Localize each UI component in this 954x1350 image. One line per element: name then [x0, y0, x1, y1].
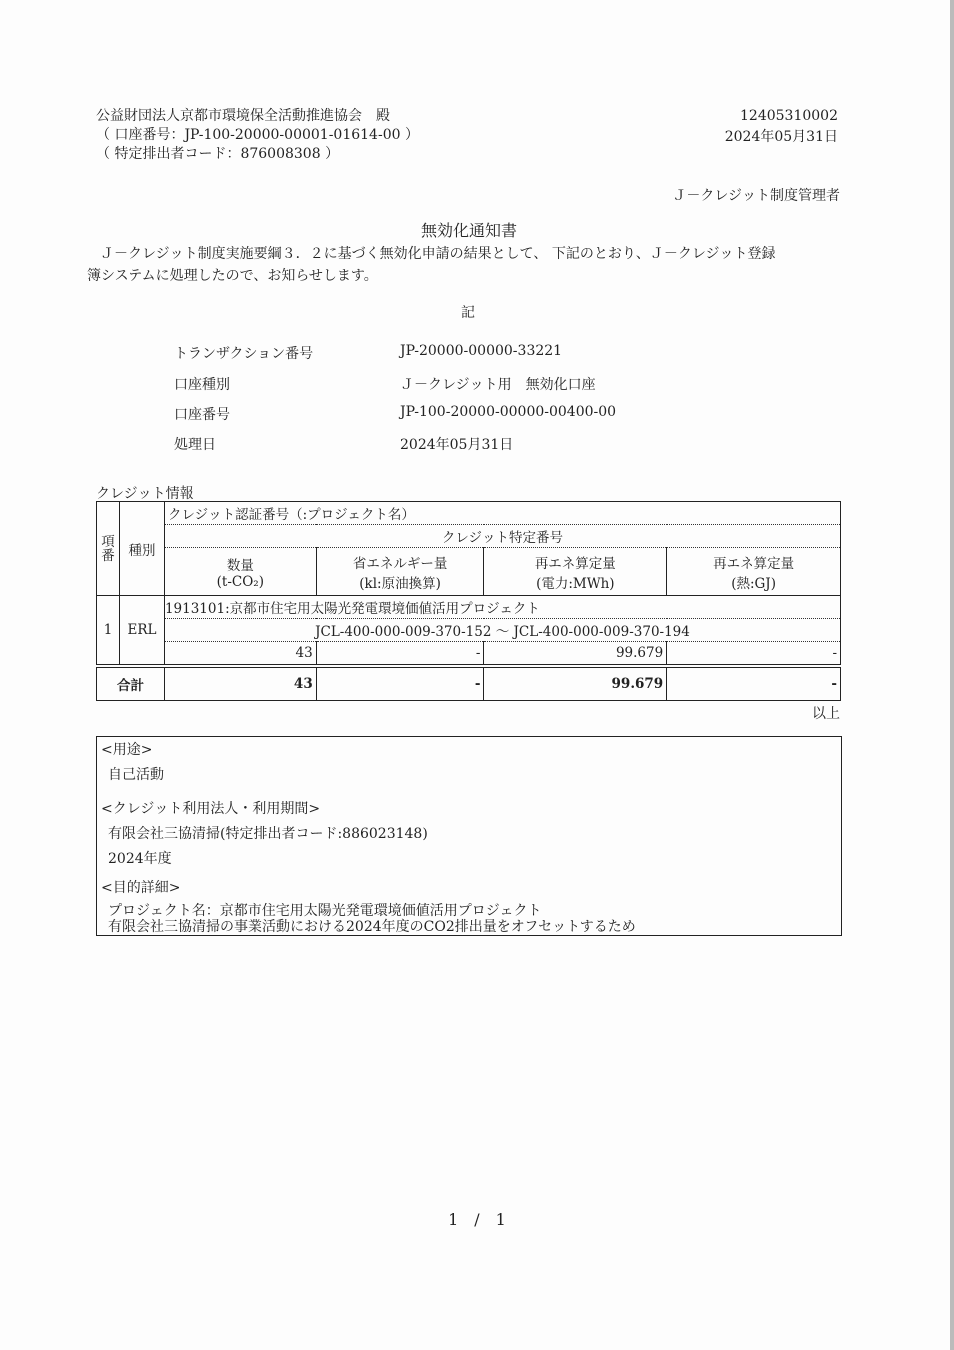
header-re-power-unit: (電力:MWh) — [536, 575, 615, 592]
header-qty-label: 数量 — [226, 557, 254, 574]
header-qty-unit: (t-CO₂) — [216, 573, 264, 590]
row-type: ERL — [119, 596, 164, 667]
total-re-heat: - — [667, 666, 841, 701]
header-re-power — [484, 548, 667, 596]
end-mark: 以上 — [812, 706, 840, 722]
detail-label: 処理日 — [174, 437, 216, 453]
page-number: 1 / 1 — [448, 1210, 506, 1229]
document-number: 12405310002 — [740, 108, 838, 124]
total-qty: 43 — [164, 666, 316, 701]
header-qty — [164, 548, 316, 596]
period-value: 2024年度 — [108, 851, 172, 867]
total-re-power: 99.679 — [484, 666, 667, 701]
header-re-power-label: 再エネ算定量 — [534, 555, 616, 572]
credit-table — [96, 501, 841, 701]
header-re-heat-unit: (熱:GJ) — [731, 575, 776, 592]
detail-value: JP-20000-00000-33221 — [400, 343, 563, 359]
detail-value: Ｊ－クレジット用 無効化口座 — [400, 377, 596, 393]
header-item-no: 項番 — [97, 502, 120, 596]
issuer: Ｊ－クレジット制度管理者 — [672, 188, 840, 204]
row-re-heat: - — [667, 642, 841, 667]
header-type: 種別 — [119, 502, 164, 596]
detail-value: 2024年05月31日 — [400, 437, 514, 453]
credit-section-title: クレジット情報 — [96, 486, 194, 502]
ki-mark: 記 — [461, 305, 475, 321]
detail-label: 口座種別 — [174, 377, 230, 393]
notes-box — [96, 736, 842, 936]
table-row — [97, 642, 841, 667]
detail-label: <目的詳細> — [101, 880, 181, 896]
header-re-heat — [667, 548, 841, 596]
row-item-no: 1 — [97, 596, 120, 667]
total-label: 合計 — [97, 666, 165, 701]
page-title: 無効化通知書 — [420, 221, 517, 240]
table-row — [97, 596, 841, 619]
document-date: 2024年05月31日 — [724, 129, 838, 145]
scan-edge — [950, 0, 954, 1350]
header-specific-no: クレジット特定番号 — [164, 525, 840, 548]
intro-text-2: 簿システムに処理したので、お知らせします。 — [87, 268, 378, 284]
row-serial-range: JCL-400-000-009-370-152 ～ JCL-400-000-009-370-194 — [164, 619, 840, 642]
header-re-heat-label: 再エネ算定量 — [713, 555, 795, 572]
header-energy — [316, 548, 484, 596]
detail-line-1: プロジェクト名：京都市住宅用太陽光発電環境価値活用プロジェクト — [108, 903, 542, 919]
total-energy: - — [316, 666, 484, 701]
row-qty: 43 — [164, 642, 316, 667]
purpose-value: 自己活動 — [108, 767, 164, 783]
addressee-account: （ 口座番号：JP-100-20000-00001-01614-00 ） — [96, 127, 419, 143]
row-energy: - — [316, 642, 484, 667]
user-value: 有限会社三協清掃(特定排出者コード:886023148) — [108, 826, 428, 842]
detail-line-2: 有限会社三協清掃の事業活動における2024年度のCO2排出量をオフセットするため — [108, 919, 636, 935]
user-label: <クレジット利用法人・利用期間> — [101, 801, 321, 817]
intro-text-1: Ｊ－クレジット制度実施要綱３．２に基づく無効化申請の結果として、 下記のとおり、Ｊ－クレジット登録 — [100, 246, 776, 262]
row-project: 1913101:京都市住宅用太陽光発電環境価値活用プロジェクト — [164, 596, 840, 619]
header-energy-label: 省エネルギー量 — [352, 555, 448, 572]
header-cert-no: クレジット認証番号（:プロジェクト名） — [164, 502, 840, 525]
detail-value: JP-100-20000-00000-00400-00 — [400, 404, 617, 420]
header-energy-unit: (kl:原油換算) — [359, 575, 441, 592]
addressee-emitter-code: （ 特定排出者コード：876008308 ） — [96, 146, 340, 162]
purpose-label: <用途> — [101, 742, 153, 758]
addressee: 公益財団法人京都市環境保全活動推進協会 殿 — [96, 108, 390, 124]
table-row — [97, 619, 841, 642]
total-row — [97, 666, 841, 701]
row-re-power: 99.679 — [484, 642, 667, 667]
detail-label: トランザクション番号 — [174, 346, 314, 362]
detail-label: 口座番号 — [174, 407, 230, 423]
